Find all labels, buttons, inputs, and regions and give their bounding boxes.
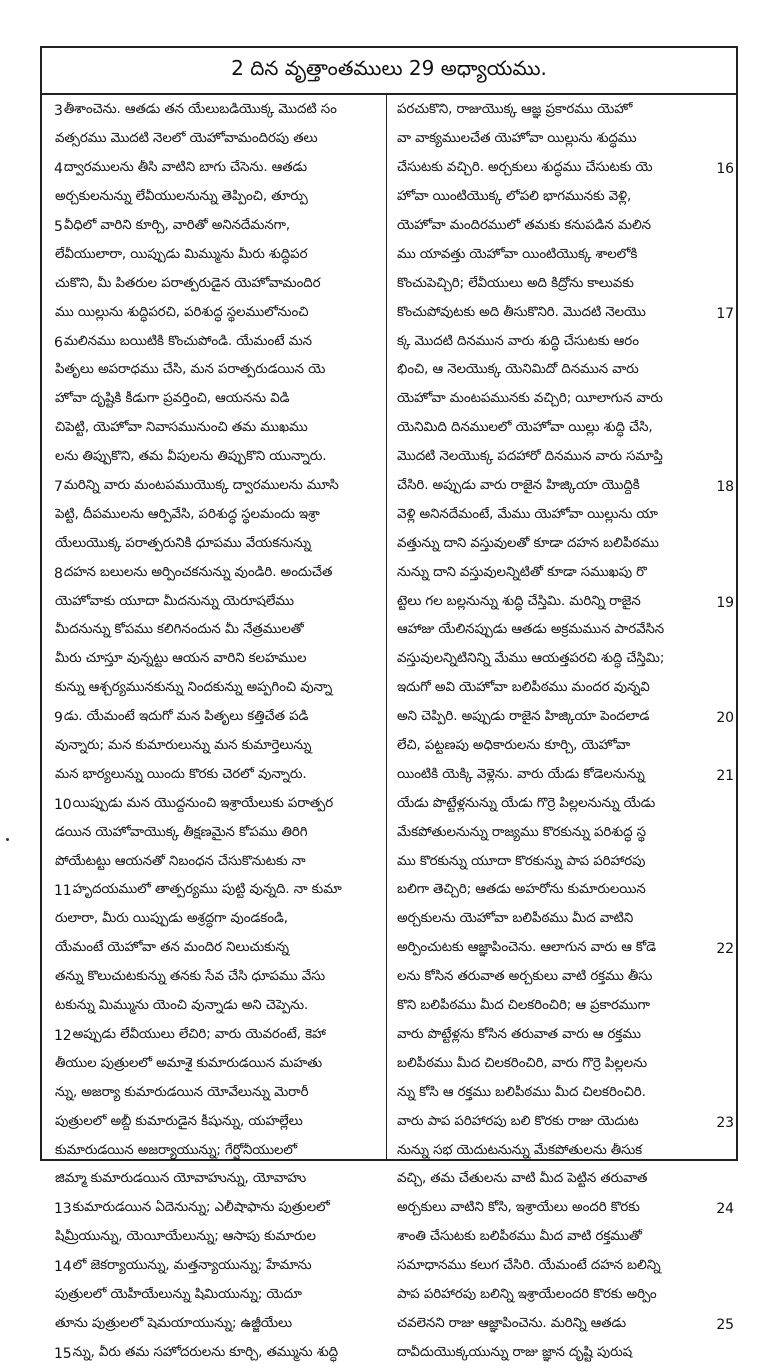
line-text: చేసిరి. అప్పుడు వారు రాజైన హిజ్కియా యొద్దికి	[397, 478, 640, 494]
line-text: హోవా యింటియొక్క లోపలి భాగమునకు వెళ్లి,	[397, 189, 632, 205]
verse-number: 15	[54, 1345, 72, 1362]
verse-number: 8	[54, 565, 63, 582]
line-text: బలిగా తెచ్చిరి; ఆతడు అహరోను కుమారులయిన	[397, 882, 646, 898]
text-line	[42, 646, 386, 675]
text-line	[387, 1310, 738, 1339]
verse-number: 12	[54, 1027, 72, 1044]
page-frame	[40, 46, 738, 1362]
line-text: పితృలు అపరాధము చేసి, మన పరాత్పరుడయిన యె	[55, 362, 326, 378]
text-line	[42, 559, 386, 588]
verse-number: 7	[54, 479, 63, 496]
line-text: యేమంటే యెహోవా తన మందిర నిలుచుకున్న	[55, 940, 289, 956]
text-line	[387, 675, 738, 704]
text-line	[387, 1195, 738, 1224]
line-text: తూను పుత్రులలో షెమయాయున్ను; ఉజ్జీయేలు	[55, 1315, 293, 1331]
text-line	[387, 184, 738, 213]
verse-number: 17	[716, 305, 734, 322]
text-line	[42, 1310, 386, 1339]
verse-number: 24	[716, 1201, 734, 1218]
line-text: లను కోసిన తరువాత అర్చకులు వాటి రక్తము తీసు	[397, 969, 653, 985]
text-line	[387, 97, 738, 126]
text-line	[387, 241, 738, 270]
line-text: ఆహాజు యేలినప్పుడు ఆతడు అక్రమమున పారవేసిన	[397, 622, 665, 638]
text-line	[42, 790, 386, 819]
text-line	[42, 588, 386, 617]
line-text: న్ను, అజర్యా కుమారుడయిన యోవేలున్ను మెరారీ	[55, 1084, 309, 1100]
line-text: వారు పొట్టేళ్లను కోసిన తరువాత వారు ఆ రక్తము	[397, 1026, 641, 1042]
text-line	[387, 964, 738, 993]
text-line	[42, 1022, 386, 1051]
line-text: చిపెట్టి, యెహోవా నివాసమునుంచి తమ ముఖము	[55, 420, 308, 436]
text-line	[387, 1224, 738, 1253]
line-text: దహన బలులను అర్పించకనున్ను వుండిరి. అందుచేత	[63, 564, 333, 580]
text-line	[42, 761, 386, 790]
line-text: మేకపోతులనున్ను రాజ్యము కొరకున్ను పరిశుద్ధ స్థ	[397, 824, 646, 840]
text-line	[387, 530, 738, 559]
line-text: హృదయములో తాత్పర్యము పుట్టి వున్నది. నా కుమా	[72, 882, 342, 898]
line-text: మరిన్ని వారు మంటపముయొక్క ద్వారములను మూసి	[63, 478, 339, 494]
line-text: ట్టెలు గల బల్లనున్ను శుద్ధి చేస్తిమి. మరిన్ని రాజైన	[397, 593, 641, 609]
line-text: మన భార్యలున్ను యిందు కొరకు చెరలో వున్నారు.	[55, 766, 307, 782]
text-line	[387, 1050, 738, 1079]
page-header	[42, 48, 736, 95]
verse-number: 5	[54, 219, 63, 235]
line-text: అని చెప్పిరి. అప్పుడు రాజైన హిజ్కియా పెందలాడ	[397, 709, 650, 725]
text-line	[387, 1282, 738, 1311]
line-text: లేవీయులారా, యిప్పుడు మిమ్మును మీరు శుద్ధిపర	[55, 246, 308, 262]
line-text: లేచి, పట్టణపు అధికారులను కూర్చి, యెహోవా	[397, 738, 631, 754]
text-line	[387, 646, 738, 675]
text-line	[42, 617, 386, 646]
line-text: షిమ్రీయున్ను, యెయీయేలున్ను; ఆసాపు కుమారుల	[55, 1229, 316, 1245]
line-text: ద్వారములను తీసి వాటిని బాగు చేసెను. ఆతడు	[63, 160, 307, 176]
line-text: వీధిలో వారిని కూర్చి, వారితో అనినదేమనగా,	[63, 218, 291, 233]
text-line	[42, 1282, 386, 1311]
text-line	[42, 993, 386, 1022]
line-text: యేడు పొట్టేళ్లనున్ను యేడు గొర్రె పిల్లలనున్ను యేడు	[397, 795, 656, 811]
text-line	[387, 155, 738, 184]
text-line	[387, 386, 738, 415]
verse-number: 13	[54, 1201, 72, 1218]
text-line	[42, 848, 386, 877]
text-line	[42, 97, 386, 126]
line-text: లను తిప్పుకొని, తమ వీపులను తిప్పుకొని యున్నారు.	[55, 449, 327, 465]
line-text: పుత్రులలో యెహీయేలున్ను షిమియున్ను; యెదూ	[55, 1286, 302, 1302]
line-text: యెహోవా మందిరములో తమకు కనుపడిన మలిన	[397, 218, 651, 233]
line-text: క్క మొదటి దినమున వారు శుద్ధి చేసుటకు ఆరం	[397, 333, 639, 349]
text-line	[42, 270, 386, 299]
text-line	[387, 328, 738, 357]
line-text: ఇదుగో అవి యెహోవా బలిపీఠము మందర వున్నవి	[397, 680, 650, 696]
text-line	[42, 473, 386, 502]
text-line	[387, 1253, 738, 1282]
text-line	[42, 1195, 386, 1224]
text-line	[42, 415, 386, 444]
line-text: వస్తువులన్నిటినిన్ని మేము ఆయత్తపరచి శుద్ధి చేస్తిమి;	[397, 651, 665, 667]
text-line	[387, 761, 738, 790]
line-text: పాప పరిహారపు బలిన్ని ఇశ్రాయేలందరి కొరకు అర్పిం	[397, 1286, 657, 1302]
line-text: పోయేటట్టు ఆయనతో నిబంధన చేసుకొనుటకు నా	[55, 853, 306, 869]
line-text: యింటికి యెక్కి వెళ్లెను. వారు యేడు కోడెలనున్ను	[397, 766, 645, 782]
line-text: అప్పుడు లేవీయులు లేచిరి; వారు యెవరంటే, కెహా	[72, 1026, 326, 1042]
verse-number: 21	[716, 767, 734, 784]
margin-dot	[6, 838, 9, 841]
text-line	[42, 357, 386, 386]
text-line	[387, 213, 738, 242]
text-line	[42, 1050, 386, 1079]
line-text: జిమ్మా కుమారుడయిన యోవాహున్ను, యోవాహు	[55, 1171, 307, 1187]
line-text: ము యావత్తు యెహోవా యింటియొక్క శాలలోకి	[397, 246, 638, 262]
text-line	[387, 877, 738, 906]
line-text: సమాధానము కలుగ చేసిరి. యేమంటే దహన బలిన్ని	[397, 1258, 661, 1274]
line-text: తీశాంచెను. ఆతడు తన యేలుబడియొక్క మొదటి సం	[63, 102, 337, 118]
line-text: వత్సరము మొదటి నెలలో యెహోవామందిరపు తలు	[55, 131, 318, 147]
text-line	[42, 444, 386, 473]
text-line	[42, 530, 386, 559]
line-text: కుమారుడయిన ఏదెనున్ను; ఎలీషాఫాను పుత్రులలో	[72, 1200, 330, 1216]
line-text: కొని బలిపీఠము మీద చిలకరించిరి; ఆ ప్రకారముగా	[397, 998, 650, 1014]
verse-number: 9	[54, 710, 63, 727]
line-text: ము కొరకున్ను యూదా కొరకున్ను పాప పరిహారపు	[397, 853, 646, 869]
verse-number: 18	[716, 479, 734, 496]
line-text: తీయుల పుత్రులలో అమాశై కుమారుడయిన మహతు	[55, 1055, 323, 1071]
text-line	[387, 1339, 738, 1368]
text-line	[42, 1224, 386, 1253]
line-text: యేలుయొక్క పరాత్పరునికి ధూపము వేయకనున్ను	[55, 535, 312, 551]
text-line	[387, 126, 738, 155]
line-text: అర్చకులు వాటిని కోసి, ఇశ్రాయేలు అందరి కొరకు	[397, 1200, 640, 1216]
text-line	[42, 1166, 386, 1195]
text-line	[42, 241, 386, 270]
text-line	[387, 790, 738, 819]
text-line	[42, 501, 386, 530]
text-line	[387, 270, 738, 299]
verse-number: 11	[54, 883, 72, 900]
text-line	[387, 1079, 738, 1108]
text-line	[387, 906, 738, 935]
text-line	[42, 1108, 386, 1137]
text-line	[387, 501, 738, 530]
text-line	[42, 1253, 386, 1282]
text-line	[42, 155, 386, 184]
line-text: యెనిమిది దినములలో యెహోవా యిల్లు శుద్ధి చేసి,	[397, 420, 653, 436]
text-line	[42, 386, 386, 415]
text-line	[387, 299, 738, 328]
text-line	[387, 819, 738, 848]
verse-number: 22	[716, 941, 734, 958]
line-text: నున్ను దాని వస్తువులన్నిటితో కూడా సముఖపు రొ	[397, 564, 647, 580]
line-text: చేసుటకు వచ్చిరి. అర్చకులు శుద్ధము చేసుటకు యె	[397, 160, 653, 176]
text-line	[387, 473, 738, 502]
line-text: కుమారుడయిన అజర్యాయున్ను; గేర్షోనీయులలో	[55, 1142, 298, 1158]
line-text: వచ్చి, తమ చేతులను వాటి మీద పెట్టిన తరువాత	[397, 1171, 648, 1187]
line-text: మీరు చూస్తూ వున్నట్టు ఆయన వారిని కలహముల	[55, 651, 307, 667]
verse-number: 16	[716, 161, 734, 178]
line-text: లో జెకర్యాయున్ను, మత్తన్యాయున్ను; హేమాను	[72, 1258, 312, 1274]
line-text: కొంచుపోవుటకు అది తీసుకొనిరి. మొదటి నెలయొ	[397, 304, 646, 320]
line-text: న్ను కోసి ఆ రక్తము బలిపీఠము మీద చిలకరించిరి.	[397, 1084, 646, 1100]
text-line	[42, 328, 386, 357]
text-line	[42, 877, 386, 906]
verse-number: 23	[716, 1114, 734, 1131]
line-text: వత్తున్ను దాని వస్తువులతో కూడా దహన బలిపీఠము	[397, 535, 659, 551]
verse-number: 25	[716, 1316, 734, 1333]
text-line	[42, 1339, 386, 1368]
line-text: డయిన యెహోవాయొక్క తీక్షణమైన కోపము తిరిగి	[55, 824, 308, 840]
text-line	[387, 848, 738, 877]
line-text: అర్చకులను యెహోవా బలిపీఠము మీద వాటిని	[397, 911, 634, 927]
text-line	[387, 993, 738, 1022]
text-line	[387, 415, 738, 444]
line-text: వా వాక్యములచేత యెహోవా యిల్లును శుద్ధము	[397, 131, 637, 147]
line-text: శాంతి చేసుటకు బలిపీఠము మీద వాటి రక్తముతో	[397, 1229, 642, 1245]
line-text: కున్ను ఆశ్చర్యమునకున్ను నిందకున్ను అప్పగించి వున్నా	[55, 680, 333, 696]
text-line	[42, 906, 386, 935]
text-line	[387, 1022, 738, 1051]
text-line	[387, 1108, 738, 1137]
line-text: పుత్రులలో అబ్దీ కుమారుడైన కీషున్ను, యహల్లేలు	[55, 1113, 303, 1129]
verse-number: 6	[54, 334, 63, 351]
line-text: వారు పాప పరిహారపు బలి కొరకు రాజు యెదుట	[397, 1113, 639, 1129]
text-line	[387, 704, 738, 733]
text-line	[387, 559, 738, 588]
line-text: హోవా దృష్టికి కీడుగా ప్రవర్తించి, ఆయనను విడి	[55, 391, 290, 407]
line-text: టకున్ను మిమ్మును యెంచి వున్నాడు అని చెప్పెను.	[55, 998, 309, 1014]
line-text: యిప్పుడు మన యొద్దనుంచి ఇశ్రాయేలుకు పరాత్పర	[72, 795, 334, 811]
line-text: బలిపీఠము మీద చిలకరించిరి, వారు గొర్రె పిల్లలను	[397, 1055, 647, 1071]
text-line	[387, 444, 738, 473]
line-text: భించి, ఆ నెలయొక్క యెనిమిదో దినమున వారు	[397, 362, 639, 378]
text-line	[42, 184, 386, 213]
line-text: వెళ్లి అనినదేమంటే, మేము యెహోవా యిల్లును యా	[397, 506, 658, 522]
line-text: రులారా, మీరు యిప్పుడు అశ్రద్ధగా వుండకండి,	[55, 911, 288, 927]
text-line	[42, 675, 386, 704]
text-line	[42, 213, 386, 242]
line-text: అర్పించుటకు ఆజ్ఞాపించెను. ఆలాగున వారు ఆ కోడె	[397, 940, 656, 956]
line-text: యెహోవాకు యూదా మీదనున్ను యెరూషలేము	[55, 593, 294, 609]
line-text: చవలెనని రాజు ఆజ్ఞాపించెను. మరిన్ని ఆతడు	[397, 1315, 626, 1331]
line-text: మలినము బయిటికి కొంచుపోండి. యేమంటే మన	[63, 333, 312, 349]
line-text: తన్ను కొలుచుటకున్ను తనకు సేవ చేసి ధూపము వేసు	[55, 969, 326, 985]
text-line	[387, 617, 738, 646]
text-line	[42, 733, 386, 762]
text-line	[42, 1079, 386, 1108]
line-text: పెట్టి, దీపములను ఆర్పివేసి, పరిశుద్ధ స్థలమందు ఇశ్రా	[55, 506, 320, 522]
text-line	[387, 588, 738, 617]
text-line	[387, 357, 738, 386]
line-text: మొదటి నెలయొక్క పదహారో దినమున వారు సమాప్తి	[397, 449, 663, 465]
text-line	[387, 733, 738, 762]
verse-number: 20	[716, 710, 734, 727]
line-text: ము యిల్లును శుద్ధిపరచి, పరిశుద్ధ స్థలములోనుంచి	[55, 304, 309, 320]
text-line	[387, 1166, 738, 1195]
text-line	[387, 1137, 738, 1166]
chapter-title: 2 దిన వృత్తాంతములు 29 అధ్యాయము.	[231, 56, 547, 80]
line-text: కొంచుపెచ్చిరి; లేవీయులు అది కిద్రోను కాలువకు	[397, 275, 634, 291]
text-line	[42, 299, 386, 328]
line-text: నున్ను సభ యెదుటనున్ను మేకపోతులను తీసుక	[397, 1142, 642, 1158]
verse-number: 3	[54, 103, 63, 120]
line-text: పరచుకొని, రాజుయొక్క ఆజ్ఞ ప్రకారము యెహో	[397, 102, 633, 118]
text-line	[42, 704, 386, 733]
line-text: మీదనున్ను కోపము కలిగినందున మీ నేత్రములతో	[55, 622, 304, 638]
line-text: వున్నారు; మన కుమారులున్ను మన కుమార్తెలున్ను	[55, 738, 312, 754]
line-text: దావీదుయొక్కయున్ను రాజు జ్ఞాన దృష్టి పురుష	[397, 1344, 633, 1360]
line-text: న్ను, వీరు తమ సహోదరులను కూర్చి, తమ్మును శుద్ధి	[72, 1344, 338, 1360]
line-text: యెహోవా మంటపమునకు వచ్చిరి; యీలాగున వారు	[397, 391, 663, 407]
text-line	[387, 935, 738, 964]
text-line	[42, 964, 386, 993]
text-line	[42, 1137, 386, 1166]
verse-number: 10	[54, 796, 72, 813]
line-text: అర్చకులనున్ను లేవీయులనున్ను తెప్పించి, తూర్పు	[55, 189, 308, 205]
text-line	[42, 126, 386, 155]
text-line	[42, 935, 386, 964]
left-column	[42, 93, 387, 1362]
right-column	[387, 93, 738, 1360]
verse-number: 19	[716, 594, 734, 611]
text-line	[42, 819, 386, 848]
line-text: డు. యేమంటే ఇదుగో మన పితృలు కత్తిచేత పడి	[63, 709, 309, 725]
verse-number: 4	[54, 161, 63, 178]
line-text: చుకొని, మీ పితరుల పరాత్పరుడైన యెహోవామందిర	[55, 275, 321, 291]
verse-number: 14	[54, 1259, 72, 1276]
